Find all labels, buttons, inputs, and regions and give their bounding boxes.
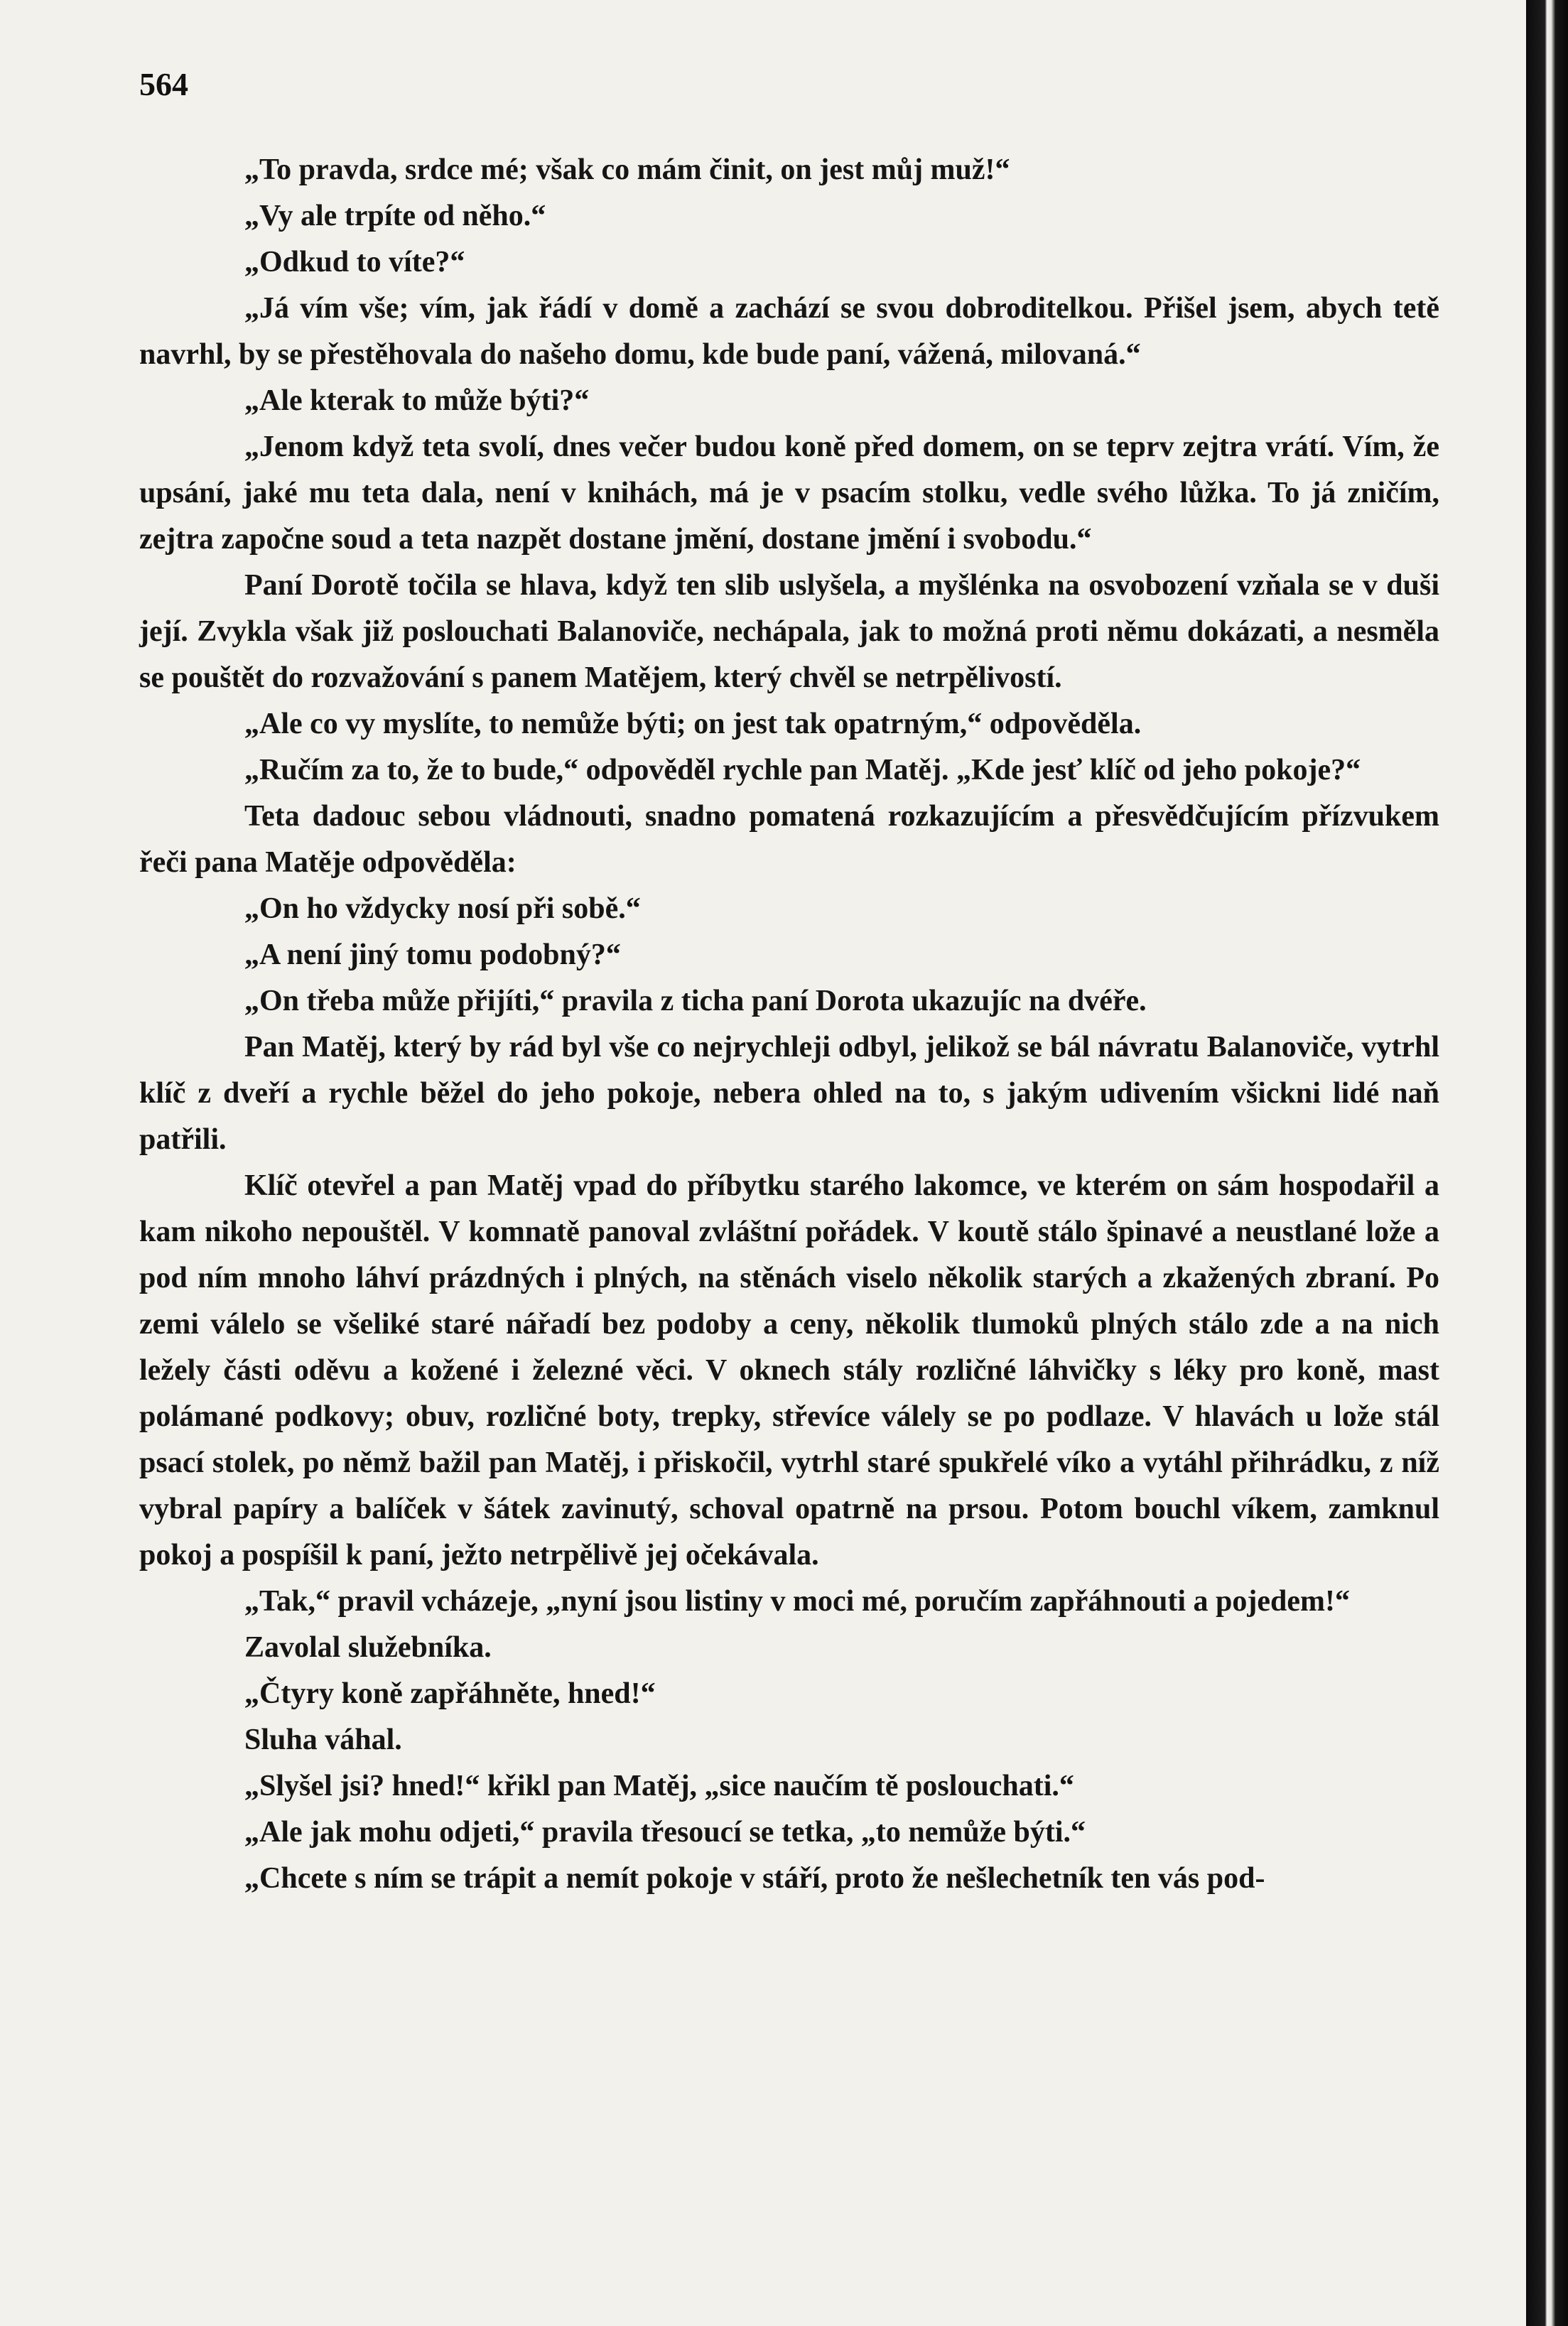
paragraph: Sluha váhal.: [244, 1724, 402, 1756]
page-number: 564: [139, 66, 188, 102]
paragraph: „A není jiný tomu podobný?“: [244, 938, 621, 971]
paragraph: „Odkud to víte?“: [244, 246, 465, 278]
paragraph: Pan Matěj, který by rád byl vše co nejrychleji odbyl, jelikož se bál návratu Balanoviče, vytrhl klíč z dveří a rychle běžel do jeho pokoje, nebera ohled na to, s jakým udivením všickni lidé naň patřili.: [139, 1031, 1439, 1156]
body-text: [139, 147, 1439, 1902]
paragraph: „To pravda, srdce mé; však co mám činit, on jest můj muž!“: [244, 153, 1010, 186]
paragraph: „Jenom když teta svolí, dnes večer budou koně před domem, on se teprv zejtra vrátí. Vím, že upsání, jaké mu teta dala, není v knihách, má je v psacím stolku, vedle svého lůžka. To já zničím, zejtra započne soud a teta nazpět dostane jmění, dostane jmění i svobodu.“: [139, 431, 1439, 556]
paragraph: „Vy ale trpíte od něho.“: [244, 200, 546, 232]
paragraph: „Chcete s ním se trápit a nemít pokoje v stáří, proto že nešlechetník ten vás pod-: [244, 1862, 1265, 1895]
paragraph: „Ale kterak to může býti?“: [244, 384, 590, 417]
paragraph: Paní Dorotě točila se hlava, když ten slib uslyšela, a myšlénka na osvobození vzňala se v duši její. Zvykla však již poslouchati Balanoviče, nechápala, jak to možná proti němu dokázati, a nesměla se pouštět do rozvažování s panem Matějem, který chvěl se netrpělivostí.: [139, 569, 1439, 694]
paragraph: Klíč otevřel a pan Matěj vpad do příbytku starého lakomce, ve kterém on sám hospodařil a kam nikoho nepouštěl. V komnatě panoval zvláštní pořádek. V koutě stálo špinavé a neustlané lože a pod ním mnoho láhví prázdných i plných, na stěnách viselo několik starých a zkažených zbraní. Po zemi válelo se všeliké staré nářadí bez podoby a ceny, několik tlumoků plných stálo zde a na nich ležely části oděvu a kožené i železné věci. V oknech stály rozličné láhvičky s léky pro koně, mast polámané podkovy; obuv, rozličné boty, trepky, střevíce válely se po podlaze. V hlavách u lože stál psací stolek, po němž bažil pan Matěj, i přiskočil, vytrhl staré spukřelé víko a vytáhl přihrádku, z níž vybral papíry a balíček v šátek zavinutý, schoval opatrně na prsou. Potom bouchl víkem, zamknul pokoj a pospíšil k paní, ježto netrpělivě jej očekávala.: [139, 1169, 1439, 1572]
paragraph: „On ho vždycky nosí při sobě.“: [244, 892, 641, 925]
paragraph: „Tak,“ pravil vcházeje, „nyní jsou listiny v moci mé, poručím zapřáhnouti a pojedem!“: [244, 1585, 1350, 1618]
paragraph: „Čtyry koně zapřáhněte, hned!“: [244, 1677, 656, 1710]
paragraph: „Slyšel jsi? hned!“ křikl pan Matěj, „sice naučím tě poslouchati.“: [244, 1770, 1074, 1802]
paragraph: „Ručím za to, že to bude,“ odpověděl rychle pan Matěj. „Kde jesť klíč od jeho pokoje?“: [244, 754, 1361, 786]
paragraph: Zavolal služebníka.: [244, 1631, 492, 1664]
paragraph: „On třeba může přijíti,“ pravila z ticha paní Dorota ukazujíc na dvéře.: [244, 985, 1147, 1017]
page-edge: [1526, 0, 1568, 2326]
paragraph: „Ale co vy myslíte, to nemůže býti; on jest tak opatrným,“ odpověděla.: [244, 708, 1142, 740]
paragraph: Teta dadouc sebou vládnouti, snadno pomatená rozkazujícím a přesvědčujícím přízvukem řeči pana Matěje odpověděla:: [139, 800, 1439, 879]
paragraph: „Ale jak mohu odjeti,“ pravila třesoucí se tetka, „to nemůže býti.“: [244, 1816, 1086, 1849]
paragraph: „Já vím vše; vím, jak řádí v domě a zachází se svou dobroditelkou. Přišel jsem, abych tetě navrhl, by se přestěhovala do našeho domu, kde bude paní, vážená, milovaná.“: [139, 292, 1439, 371]
